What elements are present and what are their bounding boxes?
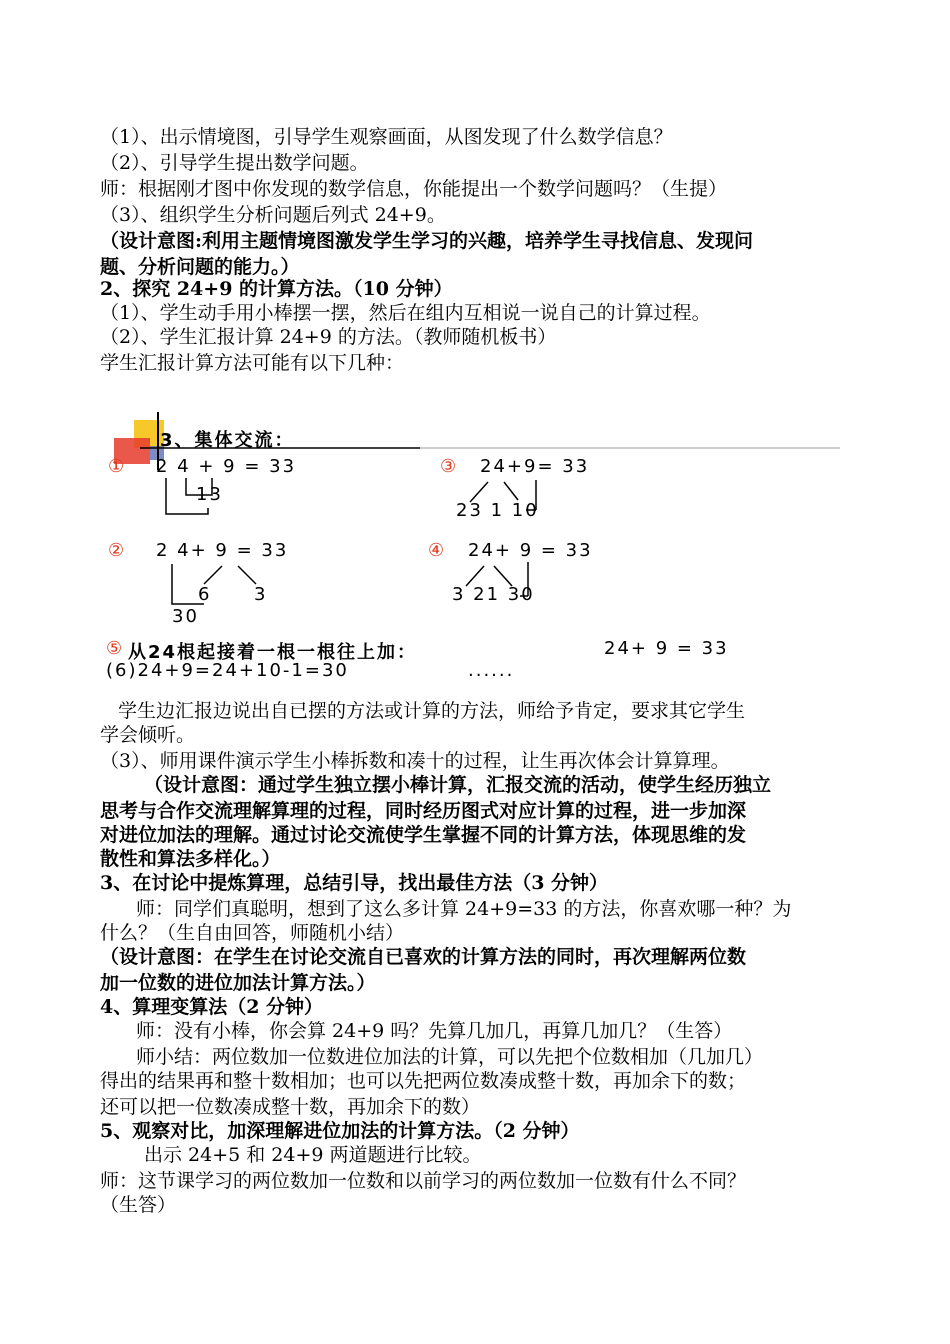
method-2-part-b: 3	[254, 584, 268, 605]
split-line	[238, 566, 256, 584]
paragraph: 学生边汇报边说出自已摆的方法或计算的方法，师给予肯定，要求其它学生	[118, 700, 746, 722]
paragraph: （1）、出示情境图，引导学生观察画面，从图发现了什么数学信息？	[100, 126, 673, 148]
method-5-equation: 24+ 9 = 33	[604, 638, 729, 659]
paragraph: 出示 24+5 和 24+9 两道题进行比较。	[144, 1144, 482, 1166]
paragraph: 师小结：两位数加一位数进位加法的计算，可以先把个位数相加（几加几）	[136, 1046, 764, 1068]
design-intent: 加一位数的进位加法计算方法。）	[100, 972, 376, 994]
paragraph: 师：这节课学习的两位数加一位数和以前学习的两位数加一位数有什么不同？	[100, 1170, 747, 1192]
design-intent: 思考与合作交流理解算理的过程，同时经历图式对应计算的过程，进一步加深	[100, 800, 747, 822]
paragraph: （2）、引导学生提出数学问题。	[100, 152, 369, 174]
figure-title: 3、集体交流：	[160, 430, 295, 451]
method-3-equation: 24+9= 33	[480, 456, 590, 477]
split-line	[504, 482, 518, 500]
method-1-part: 13	[196, 484, 223, 505]
paragraph: 学生汇报计算方法可能有以下几种：	[100, 352, 405, 374]
design-intent: 题、分析问题的能力。）	[100, 256, 300, 278]
split-line	[470, 482, 488, 502]
paragraph: 什么？（生自由回答，师随机小结）	[100, 922, 405, 944]
design-intent: （设计意图:利用主题情境图激发学生学习的兴趣，培养学生寻找信息、发现问	[100, 230, 754, 252]
method-1-equation: 2 4 + 9 = 33	[156, 456, 297, 477]
continuation-dots: ......	[468, 660, 515, 681]
paragraph: 师：同学们真聪明，想到了这么多计算 24+9=33 的方法，你喜欢哪一种？为	[136, 898, 792, 920]
split-line	[466, 566, 484, 586]
paragraph: 得出的结果再和整十数相加；也可以先把两位数凑成整十数，再加余下的数；	[100, 1070, 747, 1092]
method-4-parts: 3 21 30	[452, 584, 535, 605]
collective-exchange-figure	[100, 410, 860, 690]
section-heading: 3、在讨论中提炼算理，总结引导，找出最佳方法（3 分钟）	[100, 872, 609, 894]
paragraph: （生答）	[100, 1194, 177, 1216]
paragraph: （3）、组织学生分析问题后列式 24+9。	[100, 204, 446, 226]
paragraph: （1）、学生动手用小棒摆一摆，然后在组内互相说一说自己的计算过程。	[100, 302, 711, 324]
paragraph: （2）、学生汇报计算 24+9 的方法。（教师随机板书）	[100, 326, 557, 348]
section-heading: 5、观察对比，加深理解进位加法的计算方法。（2 分钟）	[100, 1120, 580, 1142]
paragraph: 师：没有小棒，你会算 24+9 吗？先算几加几，再算几加几？（生答）	[136, 1020, 733, 1042]
design-intent: 散性和算法多样化。）	[100, 848, 281, 870]
method-number-1: ①	[108, 456, 127, 477]
design-intent: 对进位加法的理解。通过讨论交流使学生掌握不同的计算方法，体现思维的发	[100, 824, 747, 846]
paragraph: 学会倾听。	[100, 724, 196, 746]
paragraph: 还可以把一位数凑成整十数，再加余下的数）	[100, 1096, 481, 1118]
method-number-4: ④	[428, 540, 447, 561]
method-4-equation: 24+ 9 = 33	[468, 540, 593, 561]
method-2-equation: 2 4+ 9 = 33	[156, 540, 289, 561]
method-number-3: ③	[440, 456, 459, 477]
section-heading: 4、算理变算法（2 分钟）	[100, 996, 324, 1018]
design-intent: （设计意图：在学生在讨论交流自已喜欢的计算方法的同时，再次理解两位数	[100, 946, 747, 968]
section-heading: 2、探究 24+9 的计算方法。（10 分钟）	[100, 278, 453, 300]
design-intent: （设计意图：通过学生独立摆小棒计算，汇报交流的活动，使学生经历独立	[144, 774, 772, 796]
split-line	[494, 566, 512, 586]
method-number-5: ⑤	[106, 638, 125, 659]
paragraph: 师：根据刚才图中你发现的数学信息，你能提出一个数学问题吗？（生提）	[100, 178, 728, 200]
paragraph: （3）、师用课件演示学生小棒拆数和凑十的过程，让生再次体会计算算理。	[100, 750, 730, 772]
method-3-parts: 23 1 10	[456, 500, 539, 521]
method-number-2: ②	[108, 540, 127, 561]
method-2-part-a: 6	[198, 584, 212, 605]
split-line	[204, 566, 222, 584]
method-6-text: (6)24+9=24+10-1=30	[106, 660, 349, 681]
method-2-sum: 30	[172, 606, 199, 627]
method-5-text: 从24根起接着一根一根往上加：	[128, 642, 418, 663]
